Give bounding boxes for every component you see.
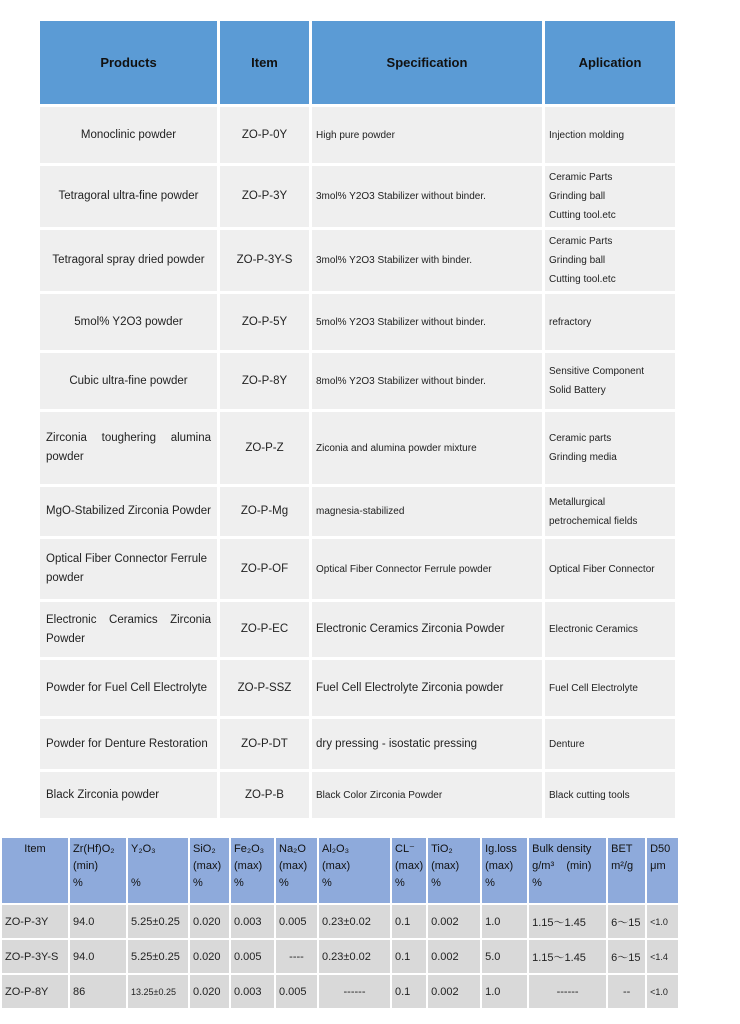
- specification: Ziconia and alumina powder mixture: [312, 412, 542, 484]
- table-row: [40, 719, 675, 769]
- spec-value: 0.002: [428, 905, 480, 938]
- header-cell: Y₂O₃ %: [128, 838, 188, 903]
- spec-value: 94.0: [70, 940, 126, 973]
- item-code: ZO-P-SSZ: [220, 660, 309, 716]
- item-code: ZO-P-EC: [220, 602, 309, 657]
- table-row: [40, 230, 675, 291]
- spec-value: 0.005: [276, 975, 317, 1008]
- table-row: [40, 772, 675, 818]
- item-code: ZO-P-5Y: [220, 294, 309, 350]
- product-name: MgO-Stabilized Zirconia Powder: [40, 487, 217, 536]
- spec-value: 1.0: [482, 975, 527, 1008]
- application: Ceramic Parts Grinding ball Cutting tool.etc: [545, 166, 675, 227]
- spec-item: ZO-P-3Y: [2, 905, 68, 938]
- specification: 8mol% Y2O3 Stabilizer without binder.: [312, 353, 542, 409]
- application: Ceramic parts Grinding media: [545, 412, 675, 484]
- table-row: [40, 487, 675, 536]
- product-name: Tetragoral ultra-fine powder: [40, 166, 217, 227]
- spec-value: ------: [319, 975, 390, 1008]
- product-name: Powder for Denture Restoration: [40, 719, 217, 769]
- spec-value: ----: [276, 940, 317, 973]
- table-row: [40, 294, 675, 350]
- application: Black cutting tools: [545, 772, 675, 818]
- spec-value: 5.0: [482, 940, 527, 973]
- spec-value: 0.1: [392, 905, 426, 938]
- spec-value: 0.002: [428, 975, 480, 1008]
- spec-value: 0.23±0.02: [319, 905, 390, 938]
- application: Electronic Ceramics: [545, 602, 675, 657]
- header-item: Item: [220, 21, 309, 104]
- spec-value: 94.0: [70, 905, 126, 938]
- header-application: Aplication: [545, 21, 675, 104]
- product-table: [37, 18, 678, 821]
- table-row: [2, 905, 678, 938]
- header-cell: BET m²/g: [608, 838, 645, 903]
- spec-value: 0.003: [231, 975, 274, 1008]
- application: refractory: [545, 294, 675, 350]
- spec-value: ------: [529, 975, 606, 1008]
- table-row: [40, 353, 675, 409]
- specification: Black Color Zirconia Powder: [312, 772, 542, 818]
- header-cell: Bulk density g/m³ (min) %: [529, 838, 606, 903]
- specification: dry pressing - isostatic pressing: [312, 719, 542, 769]
- product-name: 5mol% Y2O3 powder: [40, 294, 217, 350]
- spec-table-header: [2, 838, 678, 903]
- spec-value: 0.003: [231, 905, 274, 938]
- header-cell: CL⁻ (max) %: [392, 838, 426, 903]
- application: Sensitive Component Solid Battery: [545, 353, 675, 409]
- item-code: ZO-P-Z: [220, 412, 309, 484]
- spec-value: 0.020: [190, 905, 229, 938]
- spec-value: 0.005: [276, 905, 317, 938]
- header-cell: Zr(Hf)O₂ (min) %: [70, 838, 126, 903]
- spec-value: <1.0: [647, 905, 678, 938]
- spec-value: 0.1: [392, 975, 426, 1008]
- header-specification: Specification: [312, 21, 542, 104]
- table-row: [40, 412, 675, 484]
- product-table-header: [40, 21, 675, 104]
- spec-value: 1.0: [482, 905, 527, 938]
- table-row: [2, 940, 678, 973]
- spec-value: 0.1: [392, 940, 426, 973]
- spec-value: 1.15～1.45: [529, 905, 606, 938]
- header-cell: Ig.loss (max) %: [482, 838, 527, 903]
- table-row: [40, 539, 675, 599]
- table-row: [40, 166, 675, 227]
- spec-item: ZO-P-8Y: [2, 975, 68, 1008]
- header-cell: TiO₂ (max) %: [428, 838, 480, 903]
- application: Injection molding: [545, 107, 675, 163]
- item-code: ZO-P-Mg: [220, 487, 309, 536]
- spec-value: 5.25±0.25: [128, 940, 188, 973]
- header-cell: SiO₂ (max) %: [190, 838, 229, 903]
- spec-value: <1.0: [647, 975, 678, 1008]
- application: Fuel Cell Electrolyte: [545, 660, 675, 716]
- application: Optical Fiber Connector: [545, 539, 675, 599]
- header-products: Products: [40, 21, 217, 104]
- spec-value: 0.020: [190, 940, 229, 973]
- spec-value: 13.25±0.25: [128, 975, 188, 1008]
- spec-value: 5.25±0.25: [128, 905, 188, 938]
- table-row: [40, 660, 675, 716]
- specification: magnesia-stabilized: [312, 487, 542, 536]
- header-cell: Fe₂O₃ (max) %: [231, 838, 274, 903]
- application: Ceramic Parts Grinding ball Cutting tool.etc: [545, 230, 675, 291]
- spec-value: 6～15: [608, 905, 645, 938]
- specification: 5mol% Y2O3 Stabilizer without binder.: [312, 294, 542, 350]
- item-code: ZO-P-8Y: [220, 353, 309, 409]
- header-cell: Na₂O (max) %: [276, 838, 317, 903]
- spec-value: 1.15～1.45: [529, 940, 606, 973]
- spec-value: 0.23±0.02: [319, 940, 390, 973]
- specification: 3mol% Y2O3 Stabilizer with binder.: [312, 230, 542, 291]
- specification: Fuel Cell Electrolyte Zirconia powder: [312, 660, 542, 716]
- spec-value: <1.4: [647, 940, 678, 973]
- item-code: ZO-P-0Y: [220, 107, 309, 163]
- item-code: ZO-P-3Y-S: [220, 230, 309, 291]
- spec-value: 0.005: [231, 940, 274, 973]
- spec-value: 0.020: [190, 975, 229, 1008]
- spec-item: ZO-P-3Y-S: [2, 940, 68, 973]
- specification: 3mol% Y2O3 Stabilizer without binder.: [312, 166, 542, 227]
- application: Metallurgical petrochemical fields: [545, 487, 675, 536]
- specification: Electronic Ceramics Zirconia Powder: [312, 602, 542, 657]
- item-code: ZO-P-DT: [220, 719, 309, 769]
- spec-value: 0.002: [428, 940, 480, 973]
- table-row: [40, 107, 675, 163]
- product-name: Powder for Fuel Cell Electrolyte: [40, 660, 217, 716]
- product-name: Black Zirconia powder: [40, 772, 217, 818]
- spec-table: [0, 836, 680, 1010]
- header-cell: D50 μm: [647, 838, 678, 903]
- header-cell: Al₂O₃ (max) %: [319, 838, 390, 903]
- product-name: Optical Fiber Connector Ferrule powder: [40, 539, 217, 599]
- product-name: Monoclinic powder: [40, 107, 217, 163]
- item-code: ZO-P-OF: [220, 539, 309, 599]
- item-code: ZO-P-3Y: [220, 166, 309, 227]
- product-name: Cubic ultra-fine powder: [40, 353, 217, 409]
- specification: High pure powder: [312, 107, 542, 163]
- table-row: [2, 975, 678, 1008]
- product-name: Tetragoral spray dried powder: [40, 230, 217, 291]
- product-name: Zirconia toughering alumina powder: [40, 412, 217, 484]
- item-code: ZO-P-B: [220, 772, 309, 818]
- spec-value: 86: [70, 975, 126, 1008]
- specification: Optical Fiber Connector Ferrule powder: [312, 539, 542, 599]
- product-name: Electronic Ceramics Zirconia Powder: [40, 602, 217, 657]
- application: Denture: [545, 719, 675, 769]
- spec-value: 6～15: [608, 940, 645, 973]
- spec-value: --: [608, 975, 645, 1008]
- header-cell: Item: [2, 838, 68, 903]
- table-row: [40, 602, 675, 657]
